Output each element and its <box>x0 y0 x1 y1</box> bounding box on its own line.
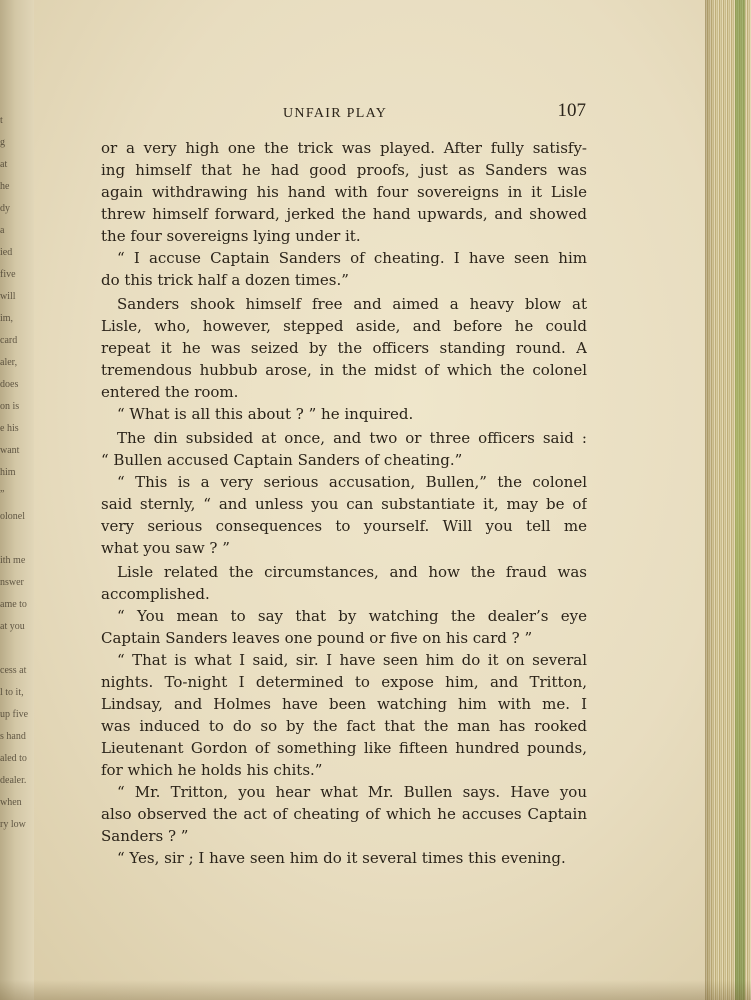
facing-page-fragment: aler, <box>0 357 18 368</box>
page-header <box>100 98 586 122</box>
facing-page-fragment: cess at <box>0 665 27 676</box>
facing-page-fragment: up five <box>0 709 29 720</box>
facing-page-fragment: ” <box>0 489 5 500</box>
text-line: nights. To-night I determined to expose him, and Tritton, <box>101 673 587 691</box>
facing-page-fragment: dy <box>0 203 10 214</box>
text-line: repeat it he was seized by the officers standing round. A <box>101 339 587 357</box>
text-line: ing himself that he had good proofs, just as Sanders was <box>101 161 587 179</box>
facing-page-fragment: olonel <box>0 511 25 522</box>
text-line: “ Mr. Tritton, you hear what Mr. Bullen says. Have you <box>117 783 587 801</box>
facing-page-fragment: at you <box>0 621 25 632</box>
text-line: “ What is all this about ? ” he inquired. <box>117 405 414 423</box>
facing-page-fragment <box>0 528 30 550</box>
facing-page-fragment: on is <box>0 401 20 412</box>
page-edge-tint <box>735 0 745 1000</box>
text-line: Lieutenant Gordon of something like fifteen hundred pounds, <box>101 739 587 757</box>
facing-page-fragment: does <box>0 379 19 390</box>
bottom-shadow <box>0 980 751 1000</box>
facing-page-fragment: aled to <box>0 753 27 764</box>
facing-page-fragment: card <box>0 335 18 346</box>
running-title: UNFAIR PLAY <box>283 106 388 121</box>
text-line: again withdrawing his hand with four sovereigns in it Lisle <box>101 183 587 201</box>
facing-page-fragment: five <box>0 269 16 280</box>
text-line: said sternly, “ and unless you can substantiate it, may be of <box>101 495 587 513</box>
facing-page-fragment: s hand <box>0 731 26 742</box>
text-line: for which he holds his chits.” <box>101 761 323 779</box>
facing-page-fragment: dealer. <box>0 775 27 786</box>
facing-page-fragment: at <box>0 159 8 170</box>
text-line: tremendous hubbub arose, in the midst of which the colonel <box>101 361 587 379</box>
facing-page-fragment: want <box>0 445 20 456</box>
text-line: The din subsided at once, and two or three officers said : <box>117 429 587 447</box>
text-line: very serious consequences to yourself. Will you tell me <box>101 517 587 535</box>
text-line: entered the room. <box>101 383 239 401</box>
facing-page-fragment: nswer <box>0 577 24 588</box>
facing-page-fragment: will <box>0 291 16 302</box>
text-line: Lisle related the circumstances, and how the fraud was <box>117 563 587 581</box>
facing-page-fragment: he <box>0 181 10 192</box>
facing-page-text-fragments <box>0 110 30 836</box>
facing-page-fragment: ith me <box>0 555 26 566</box>
facing-page-fragment: him <box>0 467 16 478</box>
text-line: Captain Sanders leaves one pound or five on his card ? ” <box>101 629 533 647</box>
facing-page-fragment <box>0 638 30 660</box>
facing-page-fragment: l to it, <box>0 687 24 698</box>
facing-page-fragment: im, <box>0 313 14 324</box>
text-line: or a very high one the trick was played. After fully satisfy- <box>101 139 587 157</box>
text-line: “ Bullen accused Captain Sanders of cheating.” <box>101 451 463 469</box>
text-line: threw himself forward, jerked the hand upwards, and showed <box>101 205 587 223</box>
facing-page-fragment: ied <box>0 247 13 258</box>
text-line: was induced to do so by the fact that the man has rooked <box>101 717 587 735</box>
text-line: Sanders shook himself free and aimed a heavy blow at <box>117 295 587 313</box>
body-text <box>101 137 587 869</box>
text-line: “ I accuse Captain Sanders of cheating. I have seen him <box>117 249 587 267</box>
text-line: Lisle, who, however, stepped aside, and before he could <box>101 317 587 335</box>
facing-page-fragment: g <box>0 137 5 148</box>
text-line: the four sovereigns lying under it. <box>101 227 361 245</box>
text-line: “ You mean to say that by watching the dealer’s eye <box>117 607 587 625</box>
text-line: “ Yes, sir ; I have seen him do it several times this evening. <box>117 849 566 867</box>
facing-page-fragment: a <box>0 225 5 236</box>
facing-page-fragment: e his <box>0 423 19 434</box>
text-line: accomplished. <box>101 585 210 603</box>
text-line: what you saw ? ” <box>101 539 230 557</box>
facing-page-fragment: ry low <box>0 819 26 830</box>
text-line: “ That is what I said, sir. I have seen him do it on several <box>117 651 587 669</box>
text-line: also observed the act of cheating of which he accuses Captain <box>101 805 587 823</box>
page-number: 107 <box>557 100 586 121</box>
text-line: do this trick half a dozen times.” <box>101 271 349 289</box>
facing-page-fragment: when <box>0 797 22 808</box>
text-line: Sanders ? ” <box>101 827 189 845</box>
facing-page-fragment: t <box>0 115 3 126</box>
text-line: “ This is a very serious accusation, Bullen,” the colonel <box>117 473 587 491</box>
text-line: Lindsay, and Holmes have been watching him with me. I <box>101 695 587 713</box>
facing-page-fragment: ame to <box>0 599 27 610</box>
